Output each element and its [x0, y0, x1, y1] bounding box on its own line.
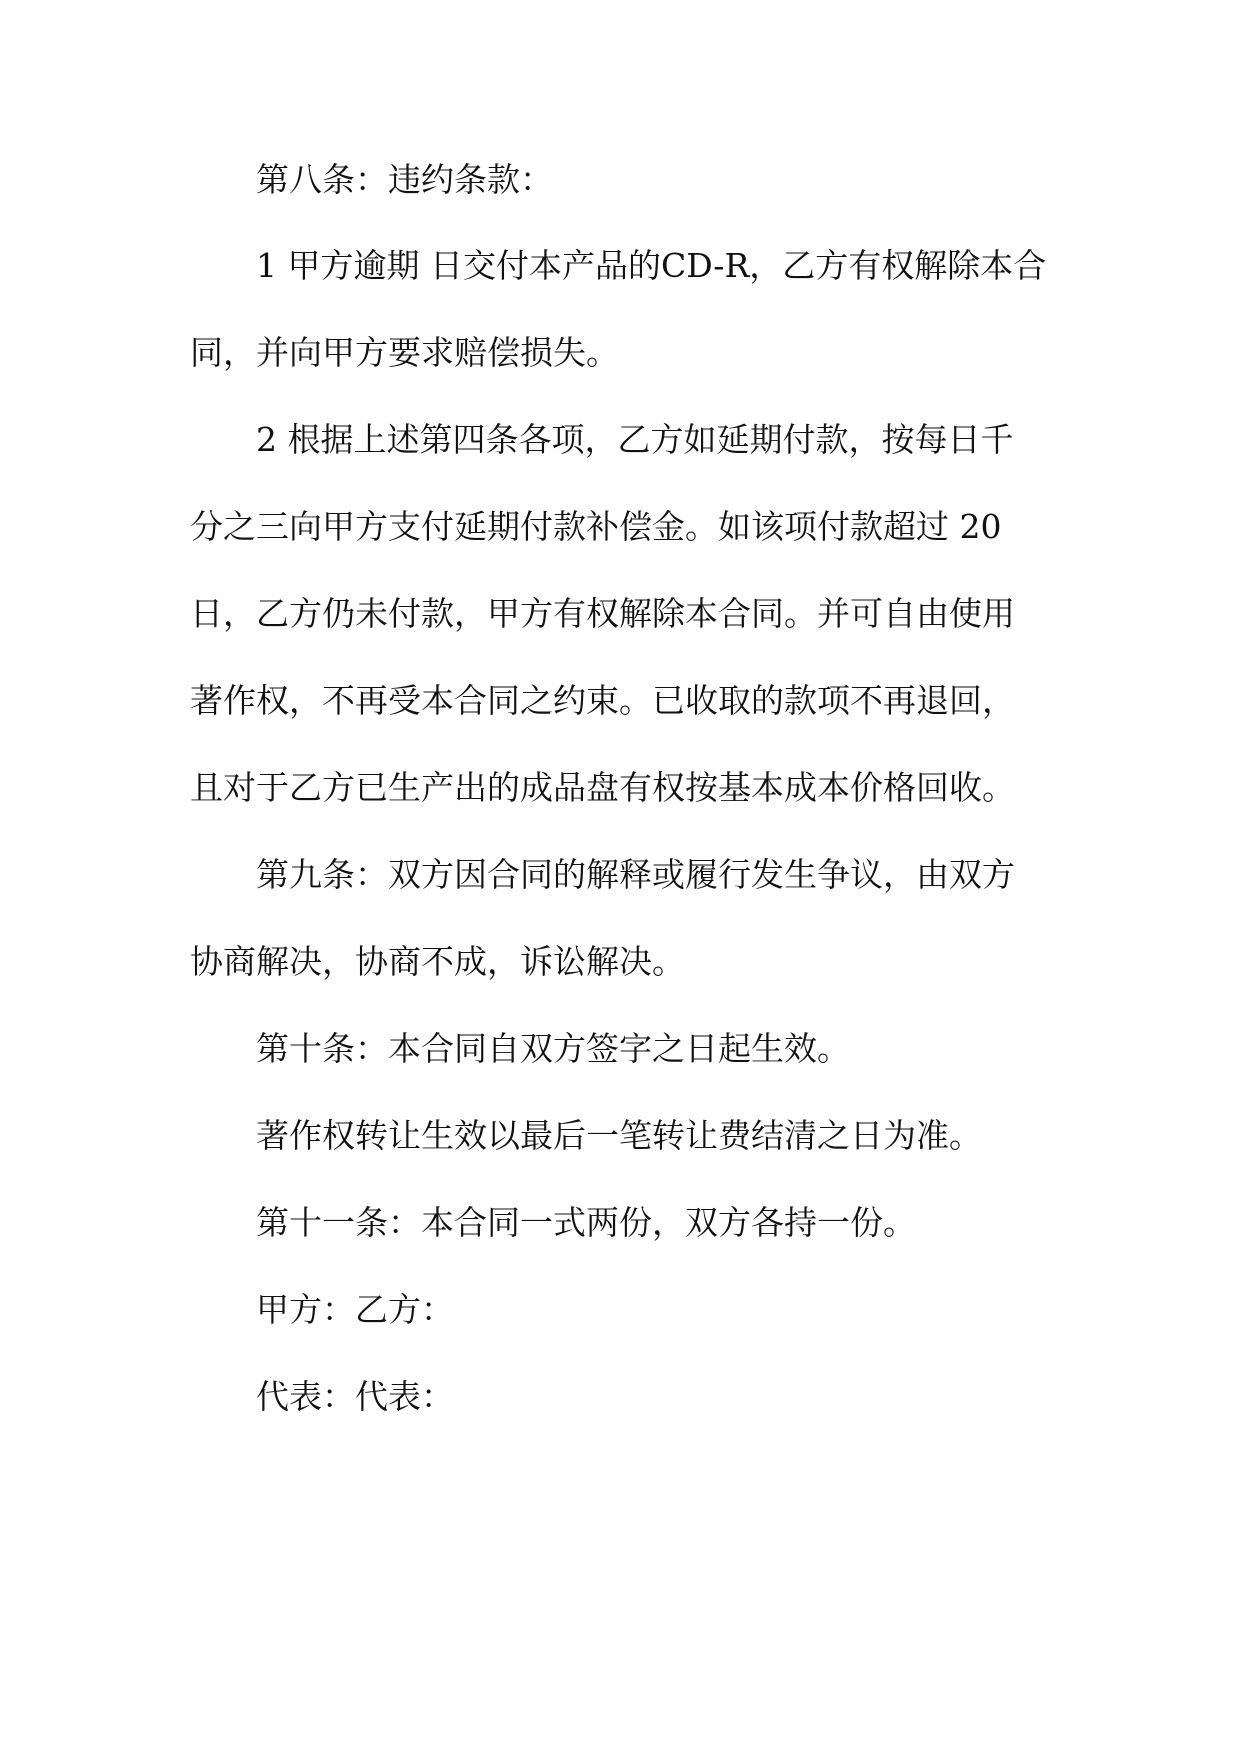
article-8-clause-1-line-1: 1 甲方逾期 日交付本产品的CD-R，乙方有权解除本合	[256, 246, 1047, 285]
article-9-line-1: 第九条：双方因合同的解释或履行发生争议，由双方	[256, 855, 1015, 894]
article-8-heading: 第八条：违约条款：	[256, 160, 553, 199]
article-10-line-2: 著作权转让生效以最后一笔转让费结清之日为准。	[256, 1116, 982, 1155]
article-8-clause-2-line-1: 2 根据上述第四条各项，乙方如延期付款，按每日千	[256, 420, 1014, 459]
party-signature-line: 甲方：乙方：	[256, 1290, 454, 1329]
article-9-line-2: 协商解决，协商不成，诉讼解决。	[190, 942, 685, 981]
article-8-clause-2-line-3: 日，乙方仍未付款，甲方有权解除本合同。并可自由使用	[190, 594, 1015, 633]
article-8-clause-1-line-2: 同，并向甲方要求赔偿损失。	[190, 333, 619, 372]
representative-signature-line: 代表：代表：	[256, 1377, 454, 1416]
article-8-clause-2-line-5: 且对于乙方已生产出的成品盘有权按基本成本价格回收。	[190, 768, 1015, 807]
article-10-line-1: 第十条：本合同自双方签字之日起生效。	[256, 1029, 850, 1068]
article-8-clause-2-line-4: 著作权，不再受本合同之约束。已收取的款项不再退回，	[190, 681, 1015, 720]
article-11: 第十一条：本合同一式两份，双方各持一份。	[256, 1203, 916, 1242]
article-8-clause-2-line-2: 分之三向甲方支付延期付款补偿金。如该项付款超过 20	[190, 507, 1002, 546]
